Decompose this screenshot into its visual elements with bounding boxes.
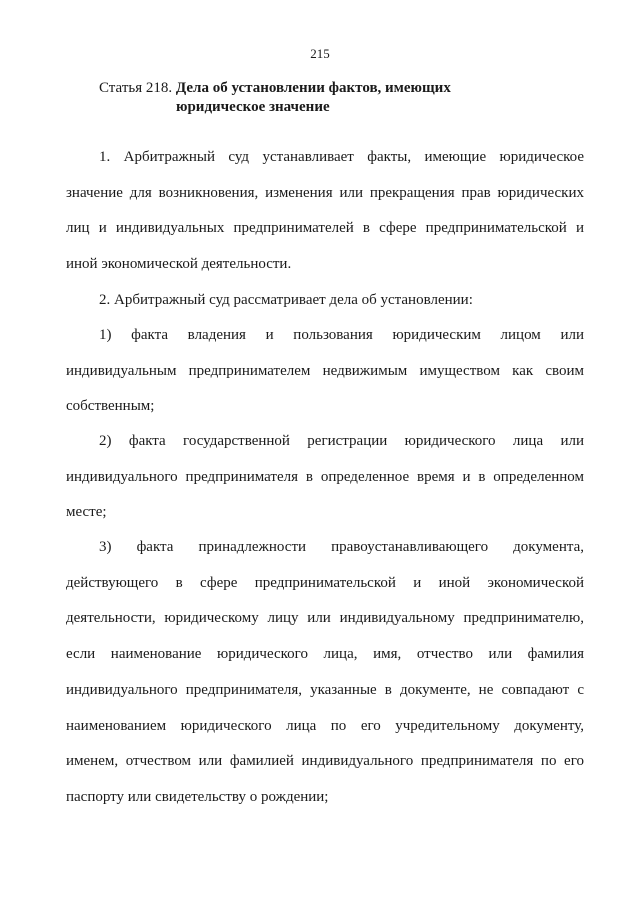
paragraph-line: деятельности, юридическому лицу или индивидуальному предпринимателю, — [66, 610, 584, 627]
paragraph-line: 2. Арбитражный суд рассматривает дела об установлении: — [99, 292, 473, 308]
paragraph-line: паспорту или свидетельству о рождении; — [66, 788, 329, 805]
paragraph-line: 3) факта принадлежности правоустанавливающего документа, — [99, 539, 584, 555]
paragraph-line: 2) факта государственной регистрации юридического лица или — [99, 433, 584, 449]
page-number: 215 — [310, 46, 330, 61]
article-title-line1: Дела об установлении фактов, имеющих — [175, 80, 451, 96]
paragraph-line: действующего в сфере предпринимательской и иной экономической — [66, 574, 584, 591]
paragraph-item-3 — [66, 530, 584, 816]
paragraph-line: лиц и индивидуальных предпринимателей в сфере предпринимательской и — [66, 220, 584, 237]
article-heading — [99, 79, 451, 117]
paragraph-line: месте; — [66, 504, 107, 521]
paragraph-item-2 — [66, 424, 584, 531]
paragraph-line: индивидуального предпринимателя, указанные в документе, не совпадают с — [66, 681, 584, 698]
paragraph-line: индивидуальным предпринимателем недвижимым имуществом как своим — [66, 362, 584, 379]
article-title-line2: юридическое значение — [176, 99, 330, 115]
paragraph-1 — [66, 140, 584, 283]
article-label: Статья 218. — [99, 80, 173, 96]
paragraph-item-1 — [66, 318, 584, 425]
paragraph-line: если наименование юридического лица, имя, отчество или фамилия — [66, 646, 584, 663]
paragraph-line: иной экономической деятельности. — [66, 256, 292, 273]
paragraph-2 — [66, 283, 584, 319]
paragraph-line: 1) факта владения и пользования юридическим лицом или — [99, 327, 584, 343]
paragraph-line: индивидуального предпринимателя в определенное время и в определенном — [66, 468, 584, 485]
paragraph-line: именем, отчеством или фамилией индивидуального предпринимателя по его — [66, 753, 584, 770]
paragraph-line: собственным; — [66, 398, 155, 415]
paragraph-line: наименованием юридического лица по его учредительному документу, — [66, 717, 584, 734]
paragraph-line: значение для возникновения, изменения или прекращения прав юридических — [66, 184, 584, 201]
paragraph-line: 1. Арбитражный суд устанавливает факты, имеющие юридическое — [99, 149, 584, 165]
